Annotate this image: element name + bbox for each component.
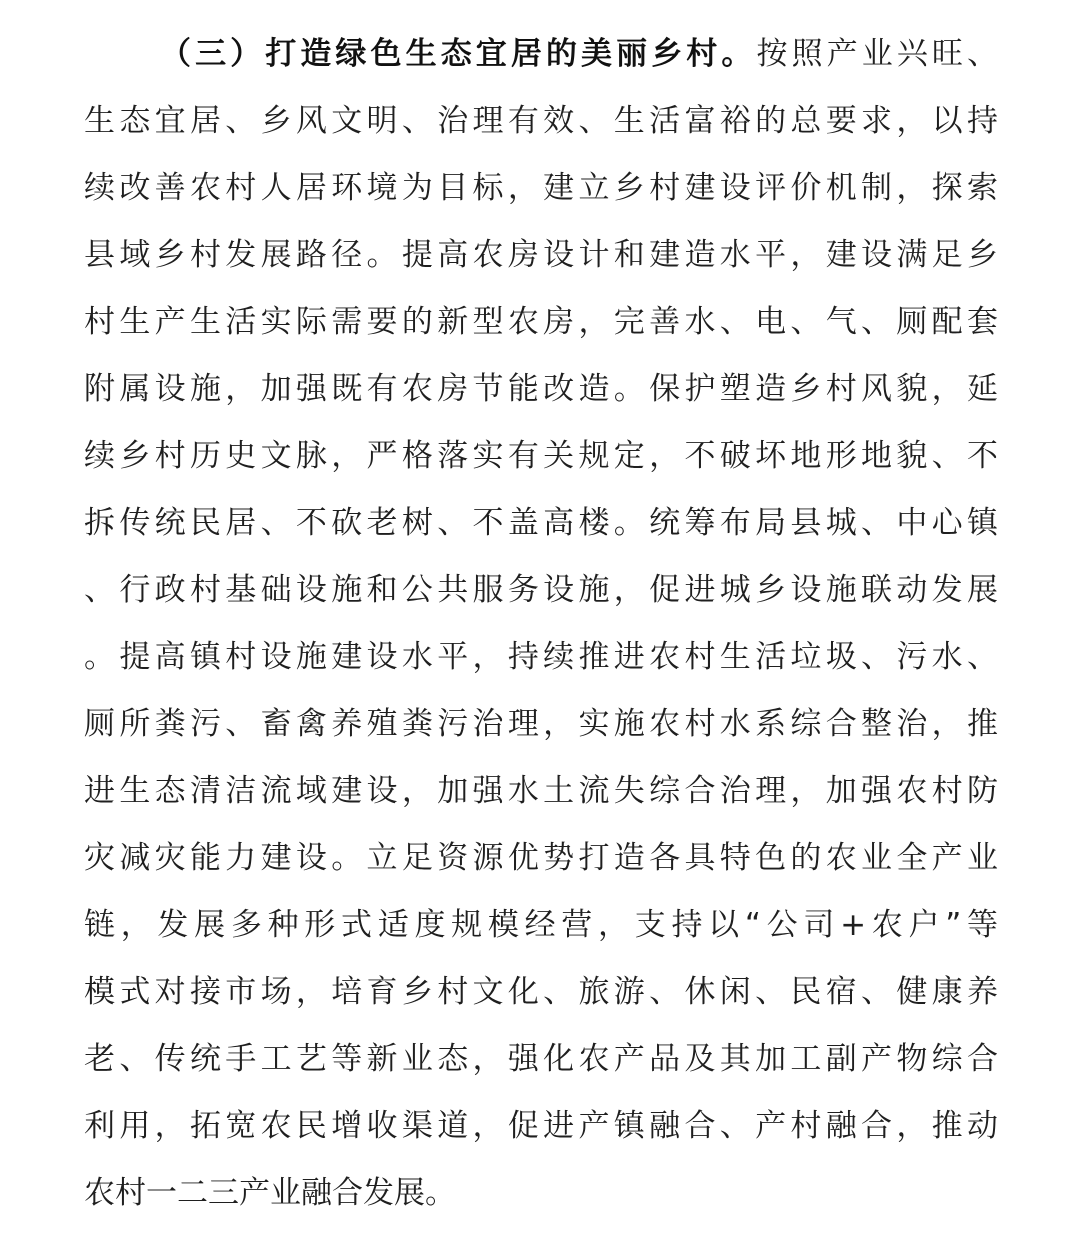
paragraph-line-9: 、行政村基础设施和公共服务设施，促进城乡设施联动发展 [84, 572, 998, 608]
paragraph-line-14: 链，发展多种形式适度规模经营，支持以“公司+农户”等 [84, 907, 998, 943]
paragraph-line-11: 厕所粪污、畜禽养殖粪污治理，实施农村水系综合整治，推 [84, 706, 998, 742]
paragraph-line-5: 村生产生活实际需要的新型农房，完善水、电、气、厕配套 [84, 304, 998, 340]
paragraph-line-16: 老、传统手工艺等新业态，强化农产品及其加工副产物综合 [84, 1041, 998, 1077]
paragraph-line-3: 续改善农村人居环境为目标，建立乡村建设评价机制，探索 [84, 170, 998, 206]
paragraph-line-18: 农村一二三产业融合发展。 [84, 1175, 456, 1211]
paragraph-line-1 [160, 21, 998, 87]
paragraph-line-6: 附属设施，加强既有农房节能改造。保护塑造乡村风貌，延 [84, 371, 998, 407]
section-heading: （三）打造绿色生态宜居的美丽乡村。 [160, 36, 757, 72]
paragraph-line-15: 模式对接市场，培育乡村文化、旅游、休闲、民宿、健康养 [84, 974, 998, 1010]
paragraph-line-17: 利用，拓宽农民增收渠道，促进产镇融合、产村融合，推动 [84, 1108, 998, 1144]
paragraph-line-12: 进生态清洁流域建设，加强水土流失综合治理，加强农村防 [84, 773, 998, 809]
paragraph-line-7: 续乡村历史文脉，严格落实有关规定，不破坏地形地貌、不 [84, 438, 998, 474]
paragraph-line-10: 。提高镇村设施建设水平，持续推进农村生活垃圾、污水、 [84, 639, 998, 675]
paragraph-line-8: 拆传统民居、不砍老树、不盖高楼。统筹布局县城、中心镇 [84, 505, 998, 541]
paragraph-line-13: 灾减灾能力建设。立足资源优势打造各具特色的农业全产业 [84, 840, 998, 876]
paragraph-text: 按照产业兴旺、 [756, 36, 999, 72]
paragraph-line-4: 县域乡村发展路径。提高农房设计和建造水平，建设满足乡 [84, 237, 998, 273]
paragraph-line-2: 生态宜居、乡风文明、治理有效、生活富裕的总要求，以持 [84, 103, 998, 139]
